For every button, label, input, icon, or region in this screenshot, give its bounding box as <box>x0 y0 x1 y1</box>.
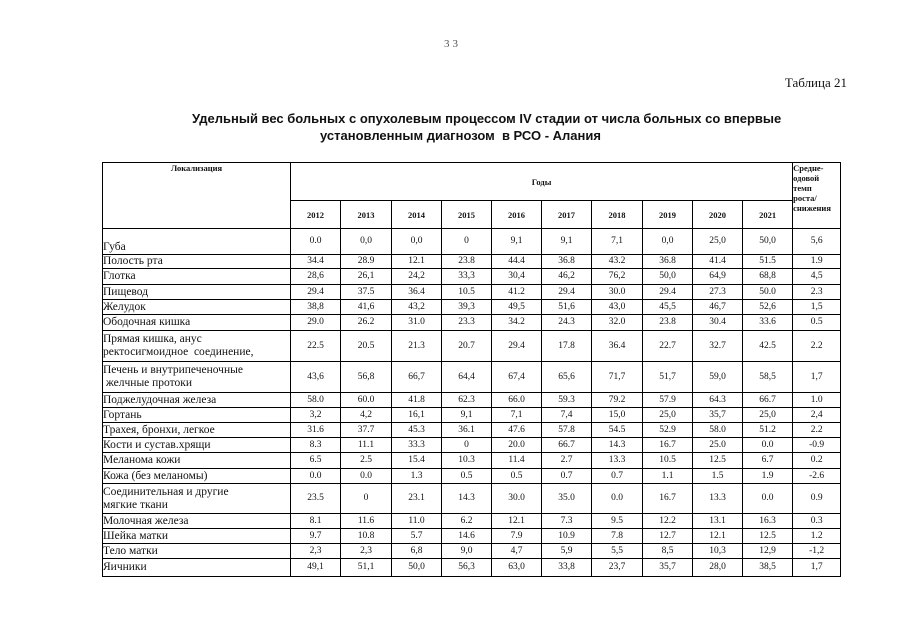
row-label-line: Пищевод <box>103 285 149 298</box>
table-header <box>103 163 841 229</box>
value-cell: 20.5 <box>341 331 392 362</box>
value-cell: 32.0 <box>592 315 643 331</box>
value-cell: 37.7 <box>341 423 392 438</box>
table-row <box>103 423 841 438</box>
value-cell: 3,2 <box>291 408 341 423</box>
value-cell: 0,0 <box>341 229 392 255</box>
rate-cell: 0.3 <box>793 514 841 529</box>
value-cell: 41.2 <box>492 285 542 300</box>
row-label-line: Соединительная и другие <box>103 485 229 498</box>
value-cell: 65,6 <box>542 362 592 393</box>
table-row <box>103 331 841 362</box>
value-cell: 12.1 <box>492 514 542 529</box>
table-row <box>103 362 841 393</box>
value-cell: 8,5 <box>643 544 693 559</box>
value-cell: 43.2 <box>592 255 643 269</box>
value-cell: 38,8 <box>291 300 341 315</box>
value-cell: 25,0 <box>693 229 743 255</box>
value-cell: 0 <box>341 484 392 514</box>
value-cell: 50,0 <box>643 269 693 285</box>
value-cell: 15,0 <box>592 408 643 423</box>
row-label-line: Кости и сустав.хрящи <box>103 438 211 451</box>
row-label-line: Губа <box>103 241 126 253</box>
value-cell: 13.3 <box>592 453 643 469</box>
value-cell: 23.5 <box>291 484 341 514</box>
row-label-line: Поджелудочная железа <box>103 393 217 406</box>
value-cell: 50.0 <box>743 285 793 300</box>
value-cell: 5,5 <box>592 544 643 559</box>
value-cell: 11.0 <box>392 514 442 529</box>
value-cell: 14.3 <box>442 484 492 514</box>
value-cell: 41,6 <box>341 300 392 315</box>
value-cell: 56,3 <box>442 559 492 577</box>
value-cell: 2,3 <box>341 544 392 559</box>
value-cell: 12.2 <box>643 514 693 529</box>
value-cell: 0.0 <box>592 484 643 514</box>
rate-cell: -2.6 <box>793 469 841 484</box>
value-cell: 0,0 <box>643 229 693 255</box>
row-label <box>103 269 291 285</box>
table-row <box>103 469 841 484</box>
value-cell: 58.0 <box>291 393 341 408</box>
value-cell: 58.0 <box>693 423 743 438</box>
header-year: 2020 <box>693 201 743 229</box>
header-year: 2012 <box>291 201 341 229</box>
row-label <box>103 362 291 393</box>
value-cell: 26.2 <box>341 315 392 331</box>
table-row <box>103 255 841 269</box>
header-year: 2017 <box>542 201 592 229</box>
value-cell: 20.0 <box>492 438 542 453</box>
value-cell: 30.4 <box>693 315 743 331</box>
row-label <box>103 408 291 423</box>
value-cell: 29.4 <box>492 331 542 362</box>
value-cell: 39,3 <box>442 300 492 315</box>
value-cell: 9.7 <box>291 529 341 544</box>
table-title-line-1: Удельный вес больных с опухолевым процессом IV стадии от числа больных со впервые <box>192 111 782 126</box>
header-rate-line: снижения <box>793 203 831 213</box>
value-cell: 10.9 <box>542 529 592 544</box>
rate-cell: -1,2 <box>793 544 841 559</box>
row-label <box>103 453 291 469</box>
rate-cell: 1.0 <box>793 393 841 408</box>
value-cell: 0.7 <box>542 469 592 484</box>
value-cell: 59,0 <box>693 362 743 393</box>
value-cell: 11.6 <box>341 514 392 529</box>
value-cell: 11.1 <box>341 438 392 453</box>
header-rate <box>793 163 841 229</box>
value-cell: 12.1 <box>392 255 442 269</box>
table-title-line-2: установленным диагнозом в РСО - Алания <box>320 128 601 143</box>
value-cell: 45.3 <box>392 423 442 438</box>
value-cell: 33.6 <box>743 315 793 331</box>
value-cell: 2.7 <box>542 453 592 469</box>
value-cell: 28,6 <box>291 269 341 285</box>
value-cell: 9.5 <box>592 514 643 529</box>
value-cell: 0.0 <box>743 484 793 514</box>
row-label <box>103 331 291 362</box>
value-cell: 17.8 <box>542 331 592 362</box>
value-cell: 49,5 <box>492 300 542 315</box>
header-rate-line: Средне- <box>793 163 824 173</box>
value-cell: 52,6 <box>743 300 793 315</box>
value-cell: 62.3 <box>442 393 492 408</box>
header-year: 2016 <box>492 201 542 229</box>
value-cell: 16.7 <box>643 438 693 453</box>
value-cell: 51,6 <box>542 300 592 315</box>
row-label <box>103 300 291 315</box>
row-label <box>103 469 291 484</box>
value-cell: 43,6 <box>291 362 341 393</box>
row-label-line: Печень и внутрипеченочные <box>103 364 243 376</box>
value-cell: 9,1 <box>442 408 492 423</box>
value-cell: 51,1 <box>341 559 392 577</box>
rate-cell: 5,6 <box>793 229 841 255</box>
value-cell: 33,3 <box>442 269 492 285</box>
row-label <box>103 529 291 544</box>
header-rate-line: одовой <box>793 173 820 183</box>
value-cell: 7.8 <box>592 529 643 544</box>
value-cell: 71,7 <box>592 362 643 393</box>
value-cell: 58,5 <box>743 362 793 393</box>
header-year: 2018 <box>592 201 643 229</box>
value-cell: 22.7 <box>643 331 693 362</box>
value-cell: 36.8 <box>542 255 592 269</box>
header-rate-line: темп <box>793 183 812 193</box>
value-cell: 7.9 <box>492 529 542 544</box>
value-cell: 12.7 <box>643 529 693 544</box>
value-cell: 10.5 <box>643 453 693 469</box>
rate-cell: 1.2 <box>793 529 841 544</box>
value-cell: 51,7 <box>643 362 693 393</box>
value-cell: 33.3 <box>392 438 442 453</box>
value-cell: 10,3 <box>693 544 743 559</box>
value-cell: 26,1 <box>341 269 392 285</box>
value-cell: 31.6 <box>291 423 341 438</box>
value-cell: 35,7 <box>643 559 693 577</box>
value-cell: 16,1 <box>392 408 442 423</box>
table-row <box>103 285 841 300</box>
value-cell: 24.3 <box>542 315 592 331</box>
row-label <box>103 285 291 300</box>
row-label <box>103 393 291 408</box>
value-cell: 13.1 <box>693 514 743 529</box>
header-year: 2014 <box>392 201 442 229</box>
value-cell: 8.3 <box>291 438 341 453</box>
value-cell: 0.5 <box>442 469 492 484</box>
value-cell: 10.5 <box>442 285 492 300</box>
value-cell: 9,1 <box>542 229 592 255</box>
header-year: 2021 <box>743 201 793 229</box>
value-cell: 24,2 <box>392 269 442 285</box>
value-cell: 1.1 <box>643 469 693 484</box>
value-cell: 68,8 <box>743 269 793 285</box>
header-rate-line: роста/ <box>793 193 817 203</box>
value-cell: 4,7 <box>492 544 542 559</box>
value-cell: 1.3 <box>392 469 442 484</box>
rate-cell: -0.9 <box>793 438 841 453</box>
value-cell: 0.0 <box>341 469 392 484</box>
value-cell: 60.0 <box>341 393 392 408</box>
value-cell: 51.5 <box>743 255 793 269</box>
rate-cell: 1,7 <box>793 362 841 393</box>
rate-cell: 0.9 <box>793 484 841 514</box>
row-label-line: ректосигмоидное соединение, <box>103 346 254 358</box>
value-cell: 23.8 <box>643 315 693 331</box>
value-cell: 1.5 <box>693 469 743 484</box>
value-cell: 79.2 <box>592 393 643 408</box>
value-cell: 33,8 <box>542 559 592 577</box>
value-cell: 25,0 <box>643 408 693 423</box>
value-cell: 35,7 <box>693 408 743 423</box>
table-row <box>103 514 841 529</box>
rate-cell: 1,5 <box>793 300 841 315</box>
value-cell: 6.7 <box>743 453 793 469</box>
value-cell: 13.3 <box>693 484 743 514</box>
value-cell: 31.0 <box>392 315 442 331</box>
value-cell: 41.8 <box>392 393 442 408</box>
value-cell: 2,3 <box>291 544 341 559</box>
value-cell: 46,7 <box>693 300 743 315</box>
value-cell: 6,8 <box>392 544 442 559</box>
value-cell: 11.4 <box>492 453 542 469</box>
value-cell: 5.7 <box>392 529 442 544</box>
row-label <box>103 423 291 438</box>
row-label-line: Прямая кишка, анус <box>103 333 202 345</box>
row-label-line: желчные протоки <box>103 377 193 389</box>
value-cell: 52.9 <box>643 423 693 438</box>
table-row <box>103 529 841 544</box>
value-cell: 66.0 <box>492 393 542 408</box>
value-cell: 29.4 <box>643 285 693 300</box>
value-cell: 15.4 <box>392 453 442 469</box>
value-cell: 34.4 <box>291 255 341 269</box>
row-label-line: Желудок <box>103 300 146 313</box>
value-cell: 63,0 <box>492 559 542 577</box>
row-label-line: Яичники <box>103 561 147 573</box>
value-cell: 28,0 <box>693 559 743 577</box>
value-cell: 0 <box>442 229 492 255</box>
table-row <box>103 453 841 469</box>
row-label <box>103 559 291 577</box>
value-cell: 28.9 <box>341 255 392 269</box>
header-years-label: Годы <box>291 163 793 201</box>
value-cell: 34.2 <box>492 315 542 331</box>
value-cell: 7,1 <box>592 229 643 255</box>
value-cell: 5,9 <box>542 544 592 559</box>
rate-cell: 1,7 <box>793 559 841 577</box>
header-year: 2013 <box>341 201 392 229</box>
value-cell: 29.4 <box>291 285 341 300</box>
table-row <box>103 544 841 559</box>
table-row <box>103 269 841 285</box>
table-row <box>103 393 841 408</box>
value-cell: 36.4 <box>392 285 442 300</box>
value-cell: 23,7 <box>592 559 643 577</box>
value-cell: 25,0 <box>743 408 793 423</box>
value-cell: 7.3 <box>542 514 592 529</box>
value-cell: 42.5 <box>743 331 793 362</box>
table-row <box>103 559 841 577</box>
value-cell: 54.5 <box>592 423 643 438</box>
row-label <box>103 544 291 559</box>
table-body <box>103 229 841 577</box>
rate-cell: 2.2 <box>793 331 841 362</box>
value-cell: 23.3 <box>442 315 492 331</box>
rate-cell: 2.3 <box>793 285 841 300</box>
rate-cell: 1.9 <box>793 255 841 269</box>
row-label-line: Тело матки <box>103 544 158 557</box>
value-cell: 25.0 <box>693 438 743 453</box>
value-cell: 47.6 <box>492 423 542 438</box>
value-cell: 27.3 <box>693 285 743 300</box>
value-cell: 45,5 <box>643 300 693 315</box>
value-cell: 12.5 <box>743 529 793 544</box>
row-label-line: Меланома кожи <box>103 454 181 466</box>
table-row <box>103 438 841 453</box>
value-cell: 36.4 <box>592 331 643 362</box>
table-caption: Таблица 21 <box>784 75 847 90</box>
row-label-line: мягкие ткани <box>103 498 168 511</box>
header-location: Локализация <box>103 163 291 229</box>
row-label-line: Ободочная кишка <box>103 316 191 328</box>
rate-cell: 0.5 <box>793 315 841 331</box>
value-cell: 14.6 <box>442 529 492 544</box>
value-cell: 12.1 <box>693 529 743 544</box>
value-cell: 35.0 <box>542 484 592 514</box>
value-cell: 12.5 <box>693 453 743 469</box>
value-cell: 64,4 <box>442 362 492 393</box>
row-label <box>103 315 291 331</box>
value-cell: 7,4 <box>542 408 592 423</box>
rate-cell: 2,4 <box>793 408 841 423</box>
value-cell: 36.8 <box>643 255 693 269</box>
value-cell: 2.5 <box>341 453 392 469</box>
rate-cell: 2.2 <box>793 423 841 438</box>
value-cell: 10.8 <box>341 529 392 544</box>
value-cell: 0 <box>442 438 492 453</box>
value-cell: 66,7 <box>392 362 442 393</box>
value-cell: 1.9 <box>743 469 793 484</box>
row-label <box>103 229 291 255</box>
value-cell: 50,0 <box>743 229 793 255</box>
value-cell: 57.9 <box>643 393 693 408</box>
value-cell: 59.3 <box>542 393 592 408</box>
value-cell: 0.0 <box>291 229 341 255</box>
header-row-1 <box>103 163 841 201</box>
value-cell: 67,4 <box>492 362 542 393</box>
value-cell: 10.3 <box>442 453 492 469</box>
value-cell: 36.1 <box>442 423 492 438</box>
row-label-line: Молочная железа <box>103 514 189 527</box>
row-label-line: Гортань <box>103 408 142 421</box>
row-label-line: Кожа (без меланомы) <box>103 469 208 482</box>
value-cell: 9,0 <box>442 544 492 559</box>
value-cell: 37.5 <box>341 285 392 300</box>
value-cell: 7,1 <box>492 408 542 423</box>
value-cell: 0.5 <box>492 469 542 484</box>
value-cell: 23.1 <box>392 484 442 514</box>
value-cell: 14.3 <box>592 438 643 453</box>
value-cell: 38,5 <box>743 559 793 577</box>
table-row <box>103 408 841 423</box>
value-cell: 4,2 <box>341 408 392 423</box>
value-cell: 64.3 <box>693 393 743 408</box>
value-cell: 50,0 <box>392 559 442 577</box>
rate-cell: 4,5 <box>793 269 841 285</box>
value-cell: 66.7 <box>743 393 793 408</box>
value-cell: 16.7 <box>643 484 693 514</box>
row-label-line: Полость рта <box>103 255 163 267</box>
value-cell: 16.3 <box>743 514 793 529</box>
value-cell: 76,2 <box>592 269 643 285</box>
page-number: 33 <box>444 38 461 50</box>
value-cell: 49,1 <box>291 559 341 577</box>
row-label <box>103 438 291 453</box>
value-cell: 32.7 <box>693 331 743 362</box>
value-cell: 23.8 <box>442 255 492 269</box>
table-row <box>103 300 841 315</box>
value-cell: 20.7 <box>442 331 492 362</box>
value-cell: 8.1 <box>291 514 341 529</box>
rate-cell: 0.2 <box>793 453 841 469</box>
value-cell: 0.7 <box>592 469 643 484</box>
row-label <box>103 484 291 514</box>
value-cell: 57.8 <box>542 423 592 438</box>
value-cell: 30.0 <box>592 285 643 300</box>
value-cell: 22.5 <box>291 331 341 362</box>
table-row <box>103 484 841 514</box>
row-label <box>103 514 291 529</box>
table-row <box>103 315 841 331</box>
value-cell: 21.3 <box>392 331 442 362</box>
table-row <box>103 229 841 255</box>
header-year: 2019 <box>643 201 693 229</box>
value-cell: 51.2 <box>743 423 793 438</box>
value-cell: 43,2 <box>392 300 442 315</box>
row-label-line: Шейка матки <box>103 529 169 542</box>
value-cell: 6.5 <box>291 453 341 469</box>
value-cell: 46,2 <box>542 269 592 285</box>
value-cell: 0.0 <box>291 469 341 484</box>
value-cell: 29.0 <box>291 315 341 331</box>
value-cell: 0.0 <box>743 438 793 453</box>
value-cell: 29.4 <box>542 285 592 300</box>
value-cell: 0,0 <box>392 229 442 255</box>
row-label <box>103 255 291 269</box>
value-cell: 66.7 <box>542 438 592 453</box>
value-cell: 41.4 <box>693 255 743 269</box>
value-cell: 12,9 <box>743 544 793 559</box>
value-cell: 30.0 <box>492 484 542 514</box>
row-label-line: Глотка <box>103 270 136 282</box>
value-cell: 56,8 <box>341 362 392 393</box>
value-cell: 30,4 <box>492 269 542 285</box>
data-table <box>102 162 841 577</box>
value-cell: 9,1 <box>492 229 542 255</box>
row-label-line: Трахея, бронхи, легкое <box>103 423 215 436</box>
value-cell: 64,9 <box>693 269 743 285</box>
value-cell: 44.4 <box>492 255 542 269</box>
header-year: 2015 <box>442 201 492 229</box>
value-cell: 6.2 <box>442 514 492 529</box>
value-cell: 43,0 <box>592 300 643 315</box>
